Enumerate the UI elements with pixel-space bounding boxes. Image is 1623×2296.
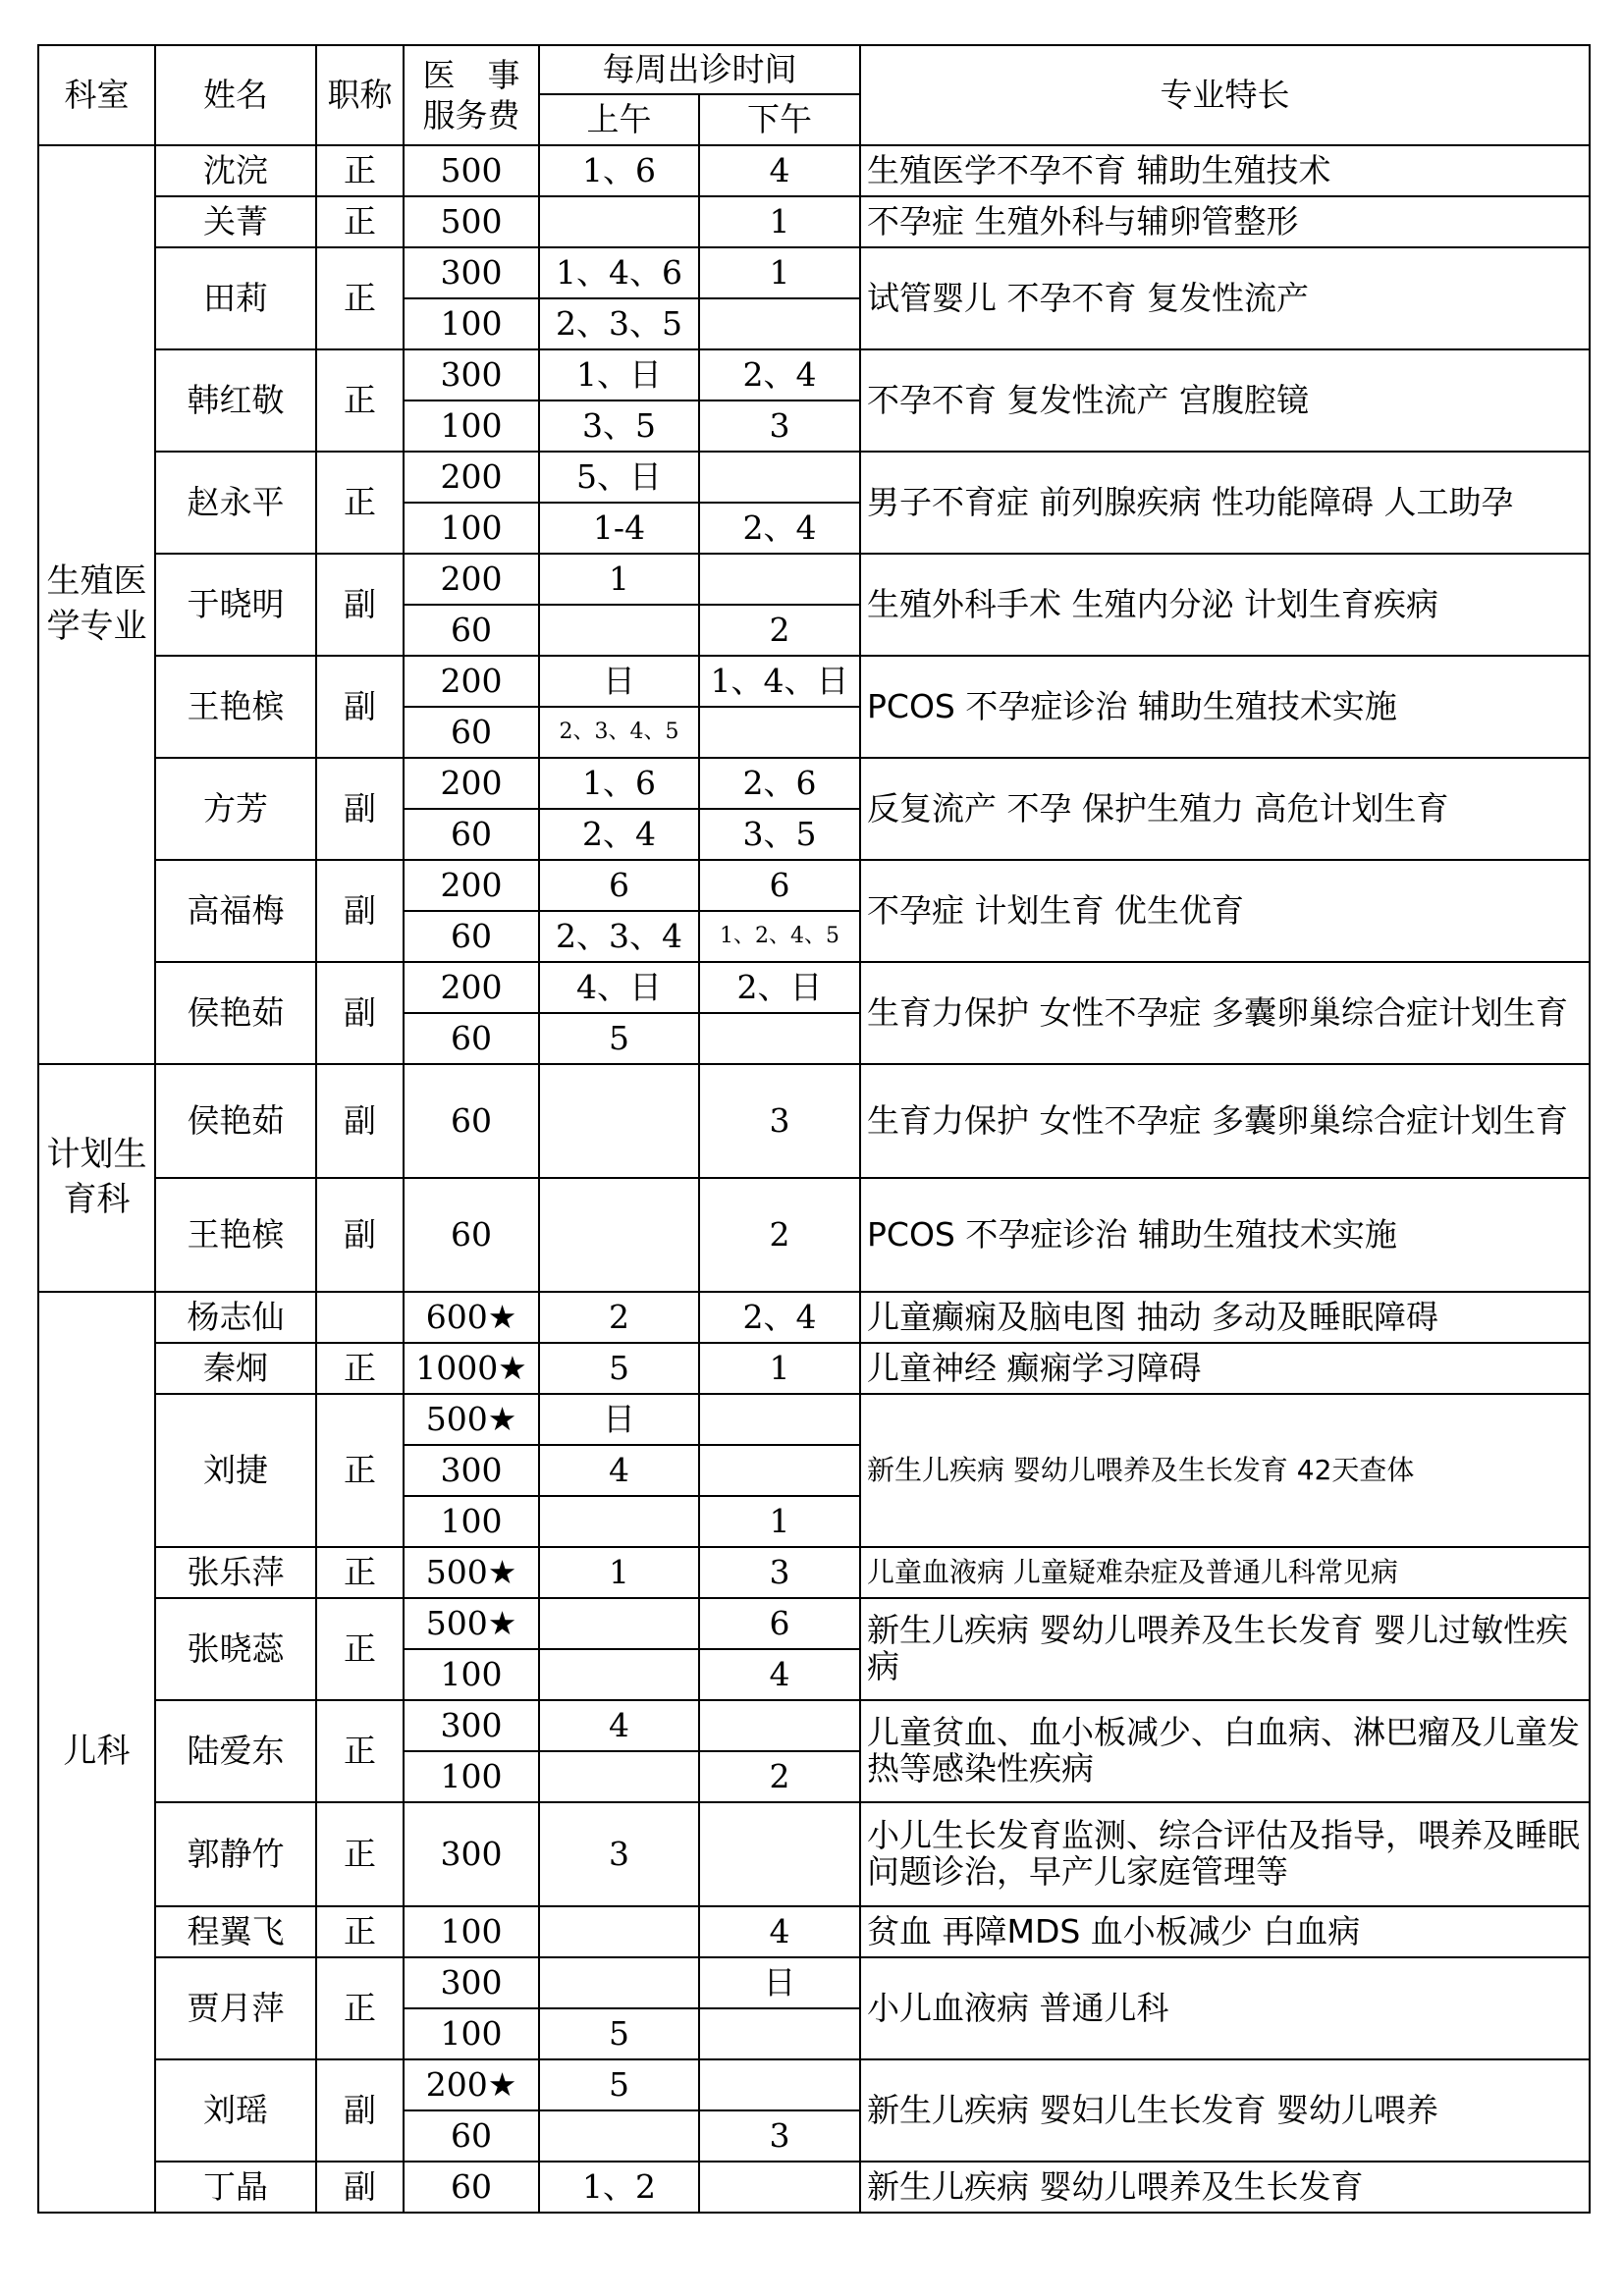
specialty-cell: 生育力保护 女性不孕症 多囊卵巢综合症计划生育 <box>860 1064 1590 1178</box>
specialty-cell: PCOS 不孕症诊治 辅助生殖技术实施 <box>860 1178 1590 1292</box>
pm-cell <box>699 1700 860 1751</box>
pm-cell: 6 <box>699 860 860 911</box>
specialty-cell: 生殖医学不孕不育 辅助生殖技术 <box>860 145 1590 196</box>
table-row <box>38 1394 1590 1445</box>
fee-cell: 100 <box>404 298 539 349</box>
doctor-name: 于晓明 <box>155 554 316 656</box>
specialty-cell: 新生儿疾病 婴妇儿生长发育 婴幼儿喂养 <box>860 2059 1590 2162</box>
am-cell: 4 <box>539 1445 699 1496</box>
pm-cell: 3 <box>699 1064 860 1178</box>
doctor-name: 贾月萍 <box>155 1957 316 2059</box>
am-cell: 1、日 <box>539 349 699 400</box>
doctor-title: 副 <box>316 758 404 860</box>
specialty-cell: 儿童血液病 儿童疑难杂症及普通儿科常见病 <box>860 1547 1590 1598</box>
doctor-title: 正 <box>316 1547 404 1598</box>
pm-cell <box>699 1013 860 1064</box>
table-row <box>38 2162 1590 2213</box>
doctor-title: 正 <box>316 1802 404 1906</box>
fee-cell: 60 <box>404 911 539 962</box>
pm-cell: 1 <box>699 196 860 247</box>
table-row <box>38 247 1590 298</box>
fee-cell: 60 <box>404 605 539 656</box>
pm-cell: 2、4 <box>699 1292 860 1343</box>
doctor-name: 赵永平 <box>155 452 316 554</box>
fee-cell: 60 <box>404 1013 539 1064</box>
pm-cell: 6 <box>699 1598 860 1649</box>
pm-cell: 2、4 <box>699 349 860 400</box>
doctor-title: 正 <box>316 196 404 247</box>
am-cell: 5 <box>539 2008 699 2059</box>
am-cell: 1 <box>539 1547 699 1598</box>
pm-cell <box>699 298 860 349</box>
table-row <box>38 656 1590 707</box>
am-cell: 1、2 <box>539 2162 699 2213</box>
table-row <box>38 1957 1590 2008</box>
doctor-name: 田莉 <box>155 247 316 349</box>
am-cell <box>539 1598 699 1649</box>
am-cell: 2、3、4、5 <box>539 707 699 758</box>
specialty-cell: PCOS 不孕症诊治 辅助生殖技术实施 <box>860 656 1590 758</box>
pm-cell: 4 <box>699 1906 860 1957</box>
pm-cell: 2、日 <box>699 962 860 1013</box>
pm-cell: 1 <box>699 1496 860 1547</box>
doctor-title: 副 <box>316 1178 404 1292</box>
doctor-name: 丁晶 <box>155 2162 316 2213</box>
header-title: 职称 <box>316 45 404 145</box>
pm-cell: 日 <box>699 1957 860 2008</box>
specialty-cell: 小儿血液病 普通儿科 <box>860 1957 1590 2059</box>
table-row <box>38 1700 1590 1751</box>
am-cell: 6 <box>539 860 699 911</box>
header-specialty: 专业特长 <box>860 45 1590 145</box>
pm-cell: 2、6 <box>699 758 860 809</box>
am-cell: 5 <box>539 1013 699 1064</box>
am-cell <box>539 1751 699 1802</box>
header-dept: 科室 <box>38 45 155 145</box>
header-fee-line1: 医 事 <box>422 55 520 94</box>
specialty-cell: 儿童癫痫及脑电图 抽动 多动及睡眠障碍 <box>860 1292 1590 1343</box>
table-row <box>38 1906 1590 1957</box>
doctor-title <box>316 1292 404 1343</box>
doctor-title: 正 <box>316 1343 404 1394</box>
specialty-cell: 贫血 再障MDS 血小板减少 白血病 <box>860 1906 1590 1957</box>
am-cell: 1-4 <box>539 503 699 554</box>
table-row <box>38 349 1590 400</box>
schedule-table <box>37 44 1591 2214</box>
am-cell: 1、6 <box>539 758 699 809</box>
specialty-cell: 不孕症 计划生育 优生优育 <box>860 860 1590 962</box>
doctor-name: 郭静竹 <box>155 1802 316 1906</box>
pm-cell: 1 <box>699 247 860 298</box>
doctor-title: 副 <box>316 656 404 758</box>
am-cell <box>539 1957 699 2008</box>
am-cell: 1、4、6 <box>539 247 699 298</box>
specialty-cell: 新生儿疾病 婴幼儿喂养及生长发育 42天查体 <box>860 1394 1590 1547</box>
fee-cell: 200 <box>404 554 539 605</box>
specialty-cell: 生育力保护 女性不孕症 多囊卵巢综合症计划生育 <box>860 962 1590 1064</box>
pm-cell <box>699 1445 860 1496</box>
am-cell: 4、日 <box>539 962 699 1013</box>
am-cell: 5 <box>539 2059 699 2110</box>
pm-cell: 3 <box>699 2110 860 2162</box>
am-cell: 5 <box>539 1343 699 1394</box>
doctor-name: 杨志仙 <box>155 1292 316 1343</box>
am-cell: 4 <box>539 1700 699 1751</box>
am-cell <box>539 1178 699 1292</box>
doctor-title: 正 <box>316 452 404 554</box>
doctor-name: 陆爱东 <box>155 1700 316 1802</box>
pm-cell <box>699 707 860 758</box>
table-row <box>38 452 1590 503</box>
table-row <box>38 860 1590 911</box>
specialty-cell: 不孕不育 复发性流产 宫腹腔镜 <box>860 349 1590 452</box>
specialty-cell: 儿童贫血、血小板减少、白血病、淋巴瘤及儿童发热等感染性疾病 <box>860 1700 1590 1802</box>
pm-cell <box>699 1802 860 1906</box>
doctor-title: 正 <box>316 1394 404 1547</box>
header-pm: 下午 <box>699 94 860 145</box>
dept-pediatrics: 儿科 <box>38 1292 155 2213</box>
fee-cell: 500 <box>404 145 539 196</box>
fee-cell: 300 <box>404 1445 539 1496</box>
table-row <box>38 1178 1590 1292</box>
specialty-cell: 男子不育症 前列腺疾病 性功能障碍 人工助孕 <box>860 452 1590 554</box>
doctor-name: 侯艳茹 <box>155 1064 316 1178</box>
doctor-title: 副 <box>316 860 404 962</box>
doctor-name: 张晓蕊 <box>155 1598 316 1700</box>
fee-cell: 100 <box>404 1496 539 1547</box>
table-row <box>38 1802 1590 1906</box>
specialty-cell: 不孕症 生殖外科与辅卵管整形 <box>860 196 1590 247</box>
fee-cell: 500★ <box>404 1598 539 1649</box>
doctor-name: 王艳槟 <box>155 1178 316 1292</box>
doctor-title: 正 <box>316 145 404 196</box>
doctor-name: 方芳 <box>155 758 316 860</box>
table-row <box>38 554 1590 605</box>
fee-cell: 500 <box>404 196 539 247</box>
fee-cell: 60 <box>404 1064 539 1178</box>
fee-cell: 100 <box>404 1649 539 1700</box>
fee-cell: 200 <box>404 860 539 911</box>
header-fee <box>404 45 539 145</box>
header-schedule: 每周出诊时间 <box>539 45 860 94</box>
fee-cell: 200 <box>404 758 539 809</box>
pm-cell <box>699 2162 860 2213</box>
am-cell <box>539 1906 699 1957</box>
doctor-name: 关菁 <box>155 196 316 247</box>
pm-cell <box>699 452 860 503</box>
header-name: 姓名 <box>155 45 316 145</box>
am-cell: 3 <box>539 1802 699 1906</box>
specialty-cell: 生殖外科手术 生殖内分泌 计划生育疾病 <box>860 554 1590 656</box>
fee-cell: 300 <box>404 349 539 400</box>
dept-family-planning: 计划生育科 <box>38 1064 155 1292</box>
pm-cell: 1、4、日 <box>699 656 860 707</box>
table-row <box>38 1292 1590 1343</box>
am-cell: 3、5 <box>539 400 699 452</box>
pm-cell <box>699 2008 860 2059</box>
doctor-name: 秦炯 <box>155 1343 316 1394</box>
fee-cell: 300 <box>404 247 539 298</box>
am-cell: 2、4 <box>539 809 699 860</box>
table-row <box>38 2059 1590 2110</box>
fee-cell: 100 <box>404 503 539 554</box>
am-cell <box>539 1496 699 1547</box>
pm-cell: 1 <box>699 1343 860 1394</box>
doctor-title: 副 <box>316 1064 404 1178</box>
doctor-name: 刘捷 <box>155 1394 316 1547</box>
specialty-cell: 反复流产 不孕 保护生殖力 高危计划生育 <box>860 758 1590 860</box>
fee-cell: 100 <box>404 1751 539 1802</box>
am-cell: 2 <box>539 1292 699 1343</box>
table-row <box>38 1064 1590 1178</box>
pm-cell: 3、5 <box>699 809 860 860</box>
fee-cell: 100 <box>404 400 539 452</box>
table-row <box>38 758 1590 809</box>
pm-cell: 2 <box>699 1751 860 1802</box>
fee-cell: 500★ <box>404 1547 539 1598</box>
table-row <box>38 1343 1590 1394</box>
fee-cell: 200 <box>404 656 539 707</box>
fee-cell: 60 <box>404 2162 539 2213</box>
fee-cell: 200 <box>404 452 539 503</box>
header-fee-line2: 服务费 <box>422 96 520 134</box>
am-cell <box>539 196 699 247</box>
fee-cell: 60 <box>404 809 539 860</box>
am-cell: 日 <box>539 1394 699 1445</box>
doctor-title: 正 <box>316 1700 404 1802</box>
am-cell <box>539 1649 699 1700</box>
fee-cell: 300 <box>404 1802 539 1906</box>
dept-reproductive: 生殖医学专业 <box>38 145 155 1064</box>
pm-cell: 2、4 <box>699 503 860 554</box>
doctor-title: 副 <box>316 2059 404 2162</box>
specialty-cell: 儿童神经 癫痫学习障碍 <box>860 1343 1590 1394</box>
specialty-cell: 小儿生长发育监测、综合评估及指导，喂养及睡眠问题诊治，早产儿家庭管理等 <box>860 1802 1590 1906</box>
fee-cell: 300 <box>404 1957 539 2008</box>
am-cell: 1、6 <box>539 145 699 196</box>
doctor-name: 沈浣 <box>155 145 316 196</box>
doctor-name: 张乐萍 <box>155 1547 316 1598</box>
fee-cell: 300 <box>404 1700 539 1751</box>
am-cell: 5、日 <box>539 452 699 503</box>
am-cell <box>539 1064 699 1178</box>
table-row <box>38 196 1590 247</box>
fee-cell: 60 <box>404 1178 539 1292</box>
am-cell: 2、3、4 <box>539 911 699 962</box>
pm-cell <box>699 554 860 605</box>
specialty-cell: 新生儿疾病 婴幼儿喂养及生长发育 婴儿过敏性疾病 <box>860 1598 1590 1700</box>
doctor-title: 正 <box>316 349 404 452</box>
table-row <box>38 962 1590 1013</box>
doctor-name: 高福梅 <box>155 860 316 962</box>
am-cell: 2、3、5 <box>539 298 699 349</box>
am-cell <box>539 2110 699 2162</box>
pm-cell: 3 <box>699 1547 860 1598</box>
doctor-title: 正 <box>316 1906 404 1957</box>
doctor-title: 正 <box>316 247 404 349</box>
fee-cell: 1000★ <box>404 1343 539 1394</box>
fee-cell: 200★ <box>404 2059 539 2110</box>
fee-cell: 600★ <box>404 1292 539 1343</box>
doctor-name: 王艳槟 <box>155 656 316 758</box>
doctor-title: 副 <box>316 2162 404 2213</box>
pm-cell: 4 <box>699 1649 860 1700</box>
doctor-name: 侯艳茹 <box>155 962 316 1064</box>
doctor-title: 正 <box>316 1598 404 1700</box>
doctor-title: 副 <box>316 962 404 1064</box>
table-row <box>38 145 1590 196</box>
pm-cell: 2 <box>699 1178 860 1292</box>
pm-cell <box>699 1394 860 1445</box>
fee-cell: 60 <box>404 2110 539 2162</box>
pm-cell: 4 <box>699 145 860 196</box>
header-am: 上午 <box>539 94 699 145</box>
specialty-cell: 试管婴儿 不孕不育 复发性流产 <box>860 247 1590 349</box>
fee-cell: 100 <box>404 1906 539 1957</box>
table-row <box>38 1547 1590 1598</box>
doctor-title: 副 <box>316 554 404 656</box>
am-cell <box>539 605 699 656</box>
doctor-title: 正 <box>316 1957 404 2059</box>
doctor-name: 程翼飞 <box>155 1906 316 1957</box>
table-row <box>38 1598 1590 1649</box>
specialty-cell: 新生儿疾病 婴幼儿喂养及生长发育 <box>860 2162 1590 2213</box>
fee-cell: 100 <box>404 2008 539 2059</box>
pm-cell: 2 <box>699 605 860 656</box>
fee-cell: 60 <box>404 707 539 758</box>
am-cell: 日 <box>539 656 699 707</box>
fee-cell: 200 <box>404 962 539 1013</box>
pm-cell: 3 <box>699 400 860 452</box>
pm-cell <box>699 2059 860 2110</box>
fee-cell: 500★ <box>404 1394 539 1445</box>
am-cell: 1 <box>539 554 699 605</box>
pm-cell: 1、2、4、5 <box>699 911 860 962</box>
doctor-name: 刘瑶 <box>155 2059 316 2162</box>
doctor-name: 韩红敬 <box>155 349 316 452</box>
